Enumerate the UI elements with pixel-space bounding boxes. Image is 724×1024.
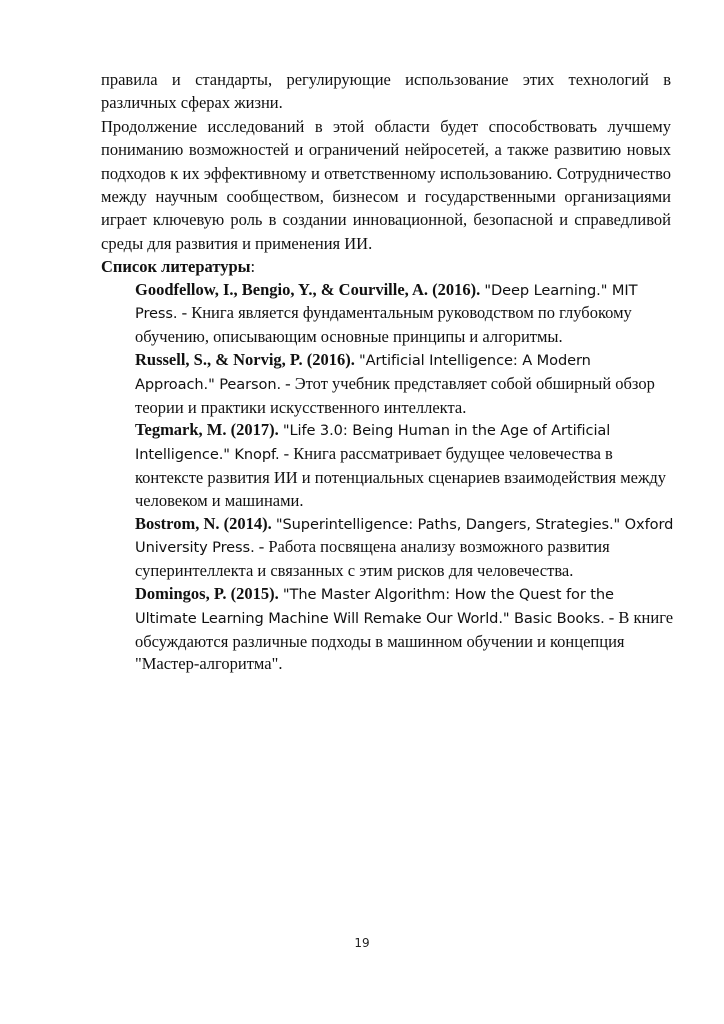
reference-authors: Tegmark, M. (2017).	[135, 420, 279, 440]
reference-item	[135, 349, 675, 419]
reference-title: "Artificial Intelligence: A Modern Approach." Pearson.	[135, 352, 591, 393]
reference-description: - Книга рассматривает будущее человечества в контексте развития ИИ и потенциальных сценариев взаимодействия между человеком и машинами.	[135, 444, 667, 510]
reference-description: - Книга является фундаментальным руководством по глубокому обучению, описывающим основные принципы и алгоритмы.	[135, 303, 632, 347]
reference-description: - Этот учебник представляет собой обширный обзор теории и практики искусственного интеллекта.	[135, 373, 655, 417]
reference-authors: Domingos, P. (2015).	[135, 584, 279, 604]
page-content	[101, 68, 674, 676]
reference-title: "Life 3.0: Being Human in the Age of Artificial Intelligence." Knopf.	[135, 422, 611, 464]
reference-list	[101, 279, 674, 677]
reference-description: - В книге обсуждаются различные подходы в машинном обучении и концепция "Мастер-алгоритма".	[135, 607, 674, 674]
bibliography-heading	[101, 255, 671, 278]
reference-item	[135, 279, 675, 349]
reference-title: "Superintelligence: Paths, Dangers, Strategies." Oxford University Press.	[135, 515, 674, 557]
reference-authors: Russell, S., & Norvig, P. (2016).	[135, 350, 355, 370]
reference-title: "Deep Learning." MIT Press.	[135, 281, 638, 323]
body-paragraph-2: Продолжение исследований в этой области будет способствовать лучшему пониманию возможностей и ограничений нейросетей, а также развитию новых подходов к их эффективному и ответственному использованию. Сотрудничество между научным сообществом, бизнесом и государственными организациями играет ключевую роль в создании инновационной, безопасной и справедливой среды для развития и применения ИИ.	[101, 116, 671, 253]
reference-item	[135, 583, 675, 676]
reference-authors: Goodfellow, I., Bengio, Y., & Courville, A. (2016).	[135, 279, 481, 299]
reference-item	[135, 513, 675, 583]
reference-title: "The Master Algorithm: How the Quest for the Ultimate Learning Machine Will Remake Our World." Basic Books.	[135, 586, 614, 627]
bibliography-heading-colon: :	[250, 257, 256, 277]
page-number: 19	[354, 936, 370, 950]
reference-item	[135, 419, 675, 512]
body-paragraph-1: правила и стандарты, регулирующие использование этих технологий в различных сферах жизни.	[101, 70, 671, 113]
reference-authors: Bostrom, N. (2014).	[135, 513, 272, 533]
reference-description: - Работа посвящена анализу возможного развития суперинтеллекта и связанных с этим рисков для человечества.	[135, 537, 610, 581]
bibliography-heading-text: Список литературы	[101, 257, 251, 277]
